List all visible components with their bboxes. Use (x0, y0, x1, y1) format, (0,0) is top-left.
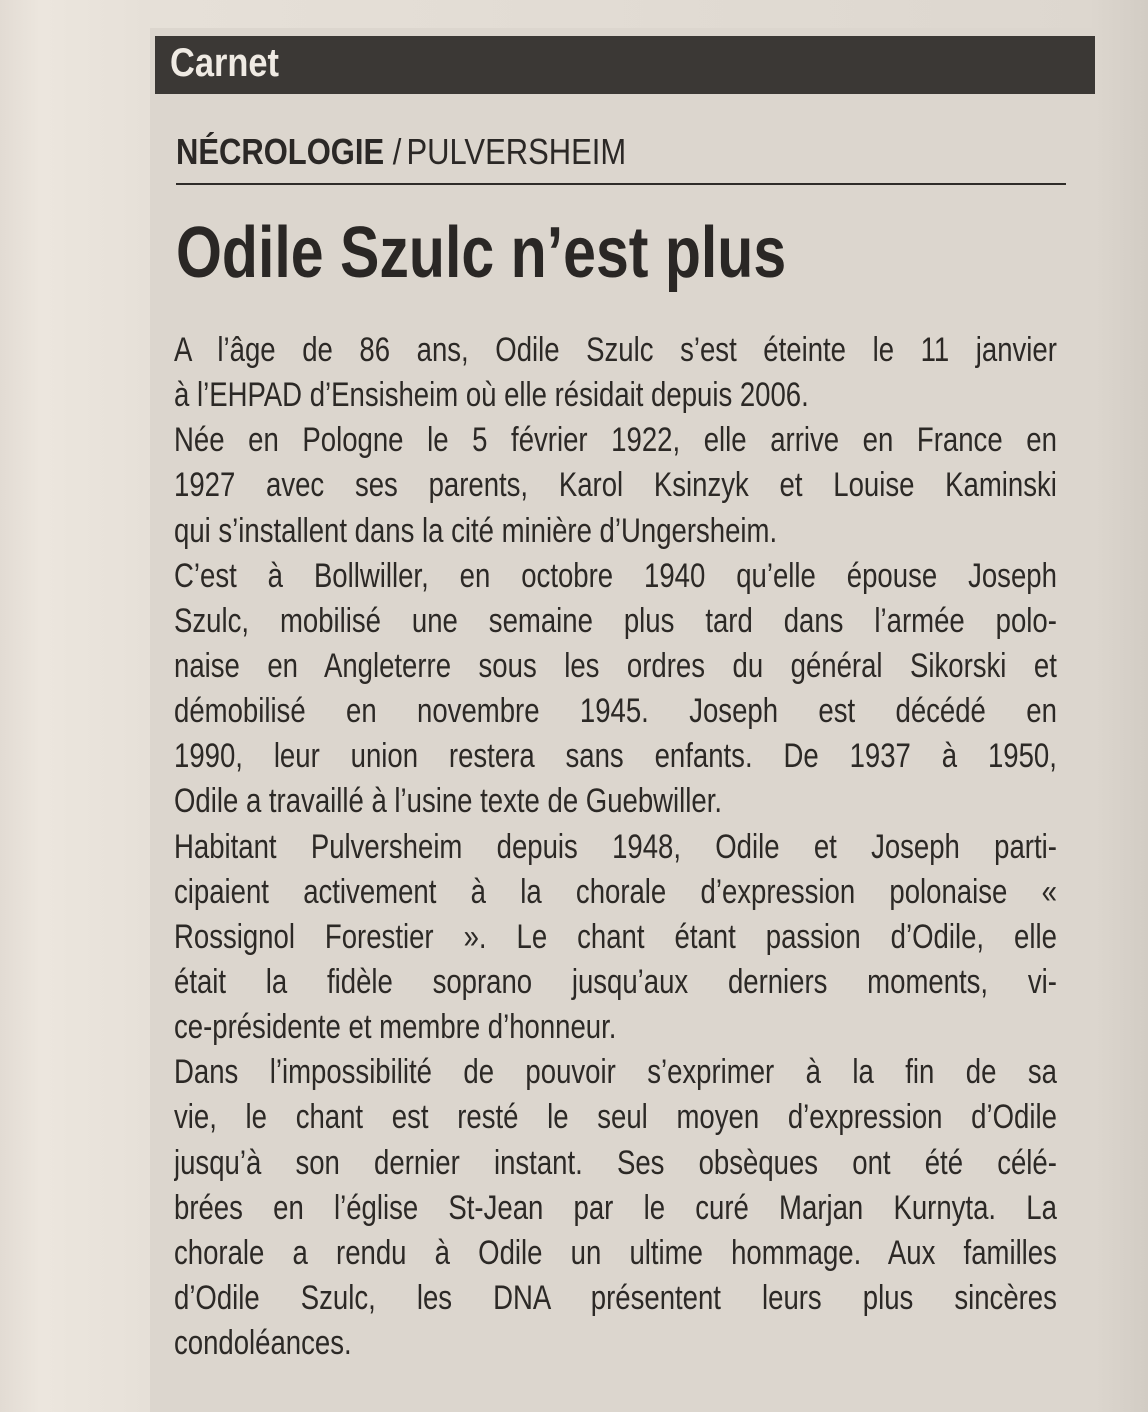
body-line: était la fidèle soprano jusqu’aux derniers moments, vi- (174, 962, 1057, 1001)
body-line: qui s’installent dans la cité minière d’Ungersheim. (174, 511, 778, 550)
body-line: cipaient activement à la chorale d’expression polonaise « (174, 872, 1057, 911)
article-headline: Odile Szulc n’est plus (176, 213, 787, 293)
body-line: 1990, leur union restera sans enfants. De 1937 à 1950, (174, 737, 1057, 776)
rubric-section: NÉCROLOGIE (176, 131, 385, 172)
body-line: C’est à Bollwiller, en octobre 1940 qu’elle épouse Joseph (174, 556, 1057, 595)
rubric-separator: / (392, 131, 402, 172)
body-line: Rossignol Forestier ». Le chant étant passion d’Odile, elle (174, 917, 1057, 956)
body-line: Habitant Pulversheim depuis 1948, Odile et Joseph parti- (174, 827, 1057, 866)
body-line: A l’âge de 86 ans, Odile Szulc s’est éteinte le 11 janvier (174, 331, 1057, 369)
body-line: Odile a travaillé à l’usine texte de Guebwiller. (174, 782, 723, 821)
body-line: brées en l’église St-Jean par le curé Marjan Kurnyta. La (174, 1188, 1057, 1227)
body-line: vie, le chant est resté le seul moyen d’expression d’Odile (174, 1098, 1057, 1137)
rubric-divider (176, 183, 1066, 185)
body-line: 1927 avec ses parents, Karol Ksinzyk et Louise Kaminski (174, 466, 1057, 505)
body-line: jusqu’à son dernier instant. Ses obsèques ont été célé- (174, 1143, 1057, 1182)
body-line: chorale a rendu à Odile un ultime hommage. Aux familles (174, 1233, 1057, 1272)
body-line: naise en Angleterre sous les ordres du général Sikorski et (174, 646, 1057, 685)
body-line: d’Odile Szulc, les DNA présentent leurs plus sincères (174, 1278, 1057, 1317)
body-line: ce-présidente et membre d’honneur. (174, 1008, 617, 1047)
body-line: à l’EHPAD d’Ensisheim où elle résidait depuis 2006. (174, 376, 809, 415)
rubric-place: PULVERSHEIM (406, 131, 627, 172)
article-body (174, 328, 1057, 1366)
body-line: Née en Pologne le 5 février 1922, elle arrive en France en (174, 421, 1057, 460)
body-line: Szulc, mobilisé une semaine plus tard dans l’armée polo- (174, 601, 1057, 640)
section-bar (155, 36, 1095, 94)
section-label: Carnet (170, 41, 279, 85)
body-line: démobilisé en novembre 1945. Joseph est décédé en (174, 692, 1057, 731)
body-line: Dans l’impossibilité de pouvoir s’exprimer à la fin de sa (174, 1053, 1057, 1092)
rubric-line (176, 130, 626, 174)
body-line: condoléances. (174, 1324, 352, 1363)
